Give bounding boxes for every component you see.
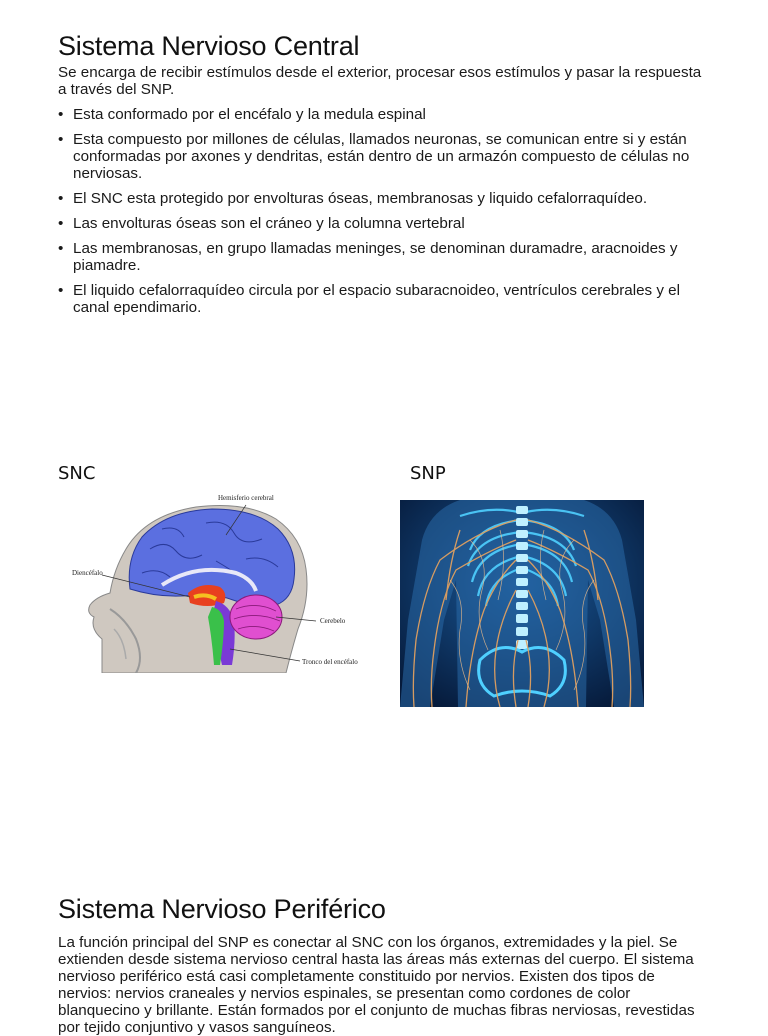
bullet-list bbox=[58, 106, 713, 324]
list-item: • El SNC esta protegido por envolturas óseas, membranosas y liquido cefalorraquídeo. bbox=[58, 190, 713, 207]
label-hemisferio: Hemisferio cerebral bbox=[218, 494, 274, 502]
snc-figure-label: SNC bbox=[58, 463, 96, 484]
label-diencefalo: Diencéfalo bbox=[72, 569, 103, 577]
list-item: • Las membranosas, en grupo llamadas meninges, se denominan duramadre, aracnoides y piamadre. bbox=[58, 240, 713, 274]
list-item: • Las envolturas óseas son el cráneo y la columna vertebral bbox=[58, 215, 713, 232]
list-item: • Esta conformado por el encéfalo y la medula espinal bbox=[58, 106, 713, 123]
snp-figure-label: SNP bbox=[410, 463, 446, 484]
brain-illustration bbox=[66, 489, 370, 673]
intro-paragraph: Se encarga de recibir estímulos desde el exterior, procesar esos estímulos y pasar la respuesta a través del SNP. bbox=[58, 64, 702, 98]
label-cerebelo: Cerebelo bbox=[320, 617, 346, 625]
section-title: Sistema Nervioso Periférico bbox=[58, 894, 386, 924]
list-item: • El liquido cefalorraquídeo circula por el espacio subaracnoideo, ventrículos cerebrales y el canal ependimario. bbox=[58, 282, 713, 316]
peripheral-nervous-system-image bbox=[400, 500, 644, 707]
snp-paragraph: La función principal del SNP es conectar al SNC con los órganos, extremidades y la piel. Se extienden desde sistema nervioso central hasta las áreas más externas del cuerpo. El sistema nervioso periférico está casi completamente constituido por nervios. Existen dos tipos de nervios: nervios craneales y nervios espinales, se presentan como cordones de color blanquecino y brillante. Están formados por el conjunto de muchas fibras nerviosas, revestidas por tejido conjuntivo y vasos sanguíneos. bbox=[58, 934, 695, 1036]
cerebellum-shape bbox=[230, 595, 282, 639]
list-item: • Esta compuesto por millones de células, llamados neuronas, se comunican entre si y están conformadas por axones y dendritas, están dentro de un armazón compuesto de células no nerviosas. bbox=[58, 131, 713, 182]
label-tronco: Tronco del encéfalo bbox=[302, 658, 358, 666]
page-title: Sistema Nervioso Central bbox=[58, 31, 360, 61]
